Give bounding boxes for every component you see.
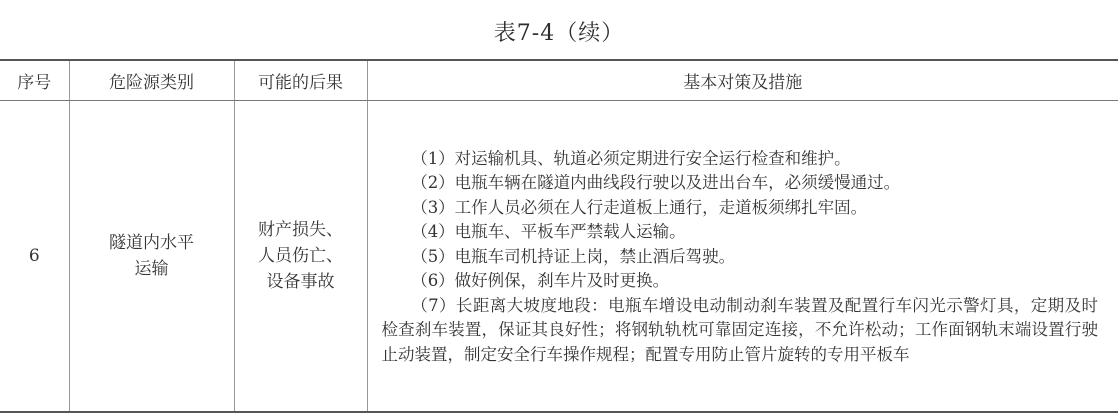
consequence-line: 人员伤亡、 xyxy=(258,245,343,266)
consequence-line: 财产损失、 xyxy=(258,219,343,240)
table-row xyxy=(0,100,1118,412)
category-line: 运输 xyxy=(134,258,169,279)
category-line: 隧道内水平 xyxy=(109,232,194,253)
row-hazard-category xyxy=(69,100,234,412)
row-number: 6 xyxy=(0,100,69,412)
measure-item: （1）对运输机具、轨道必须定期进行安全运行检查和维护。 xyxy=(411,148,851,168)
consequence-line: 设备事故 xyxy=(266,271,335,292)
header-hazard-category: 危险源类别 xyxy=(69,60,234,100)
row-measures xyxy=(367,100,1118,412)
row-consequence xyxy=(234,100,367,412)
measure-item: （7）长距离大坡度地段：电瓶车增设电动制动刹车装置及配置行车闪光示警灯具，定期及时检查刹车装置，保证其良好性；将钢轨轨枕可靠固定连接，不允许松动；工作面钢轨末端设置行驶止动装置，制定安全行车操作规程；配置专用防止管片旋转的专用平板车 xyxy=(381,295,1098,364)
measure-item: （3）工作人员必须在人行走道板上通行，走道板须绑扎牢固。 xyxy=(411,197,868,217)
table-header-row xyxy=(0,60,1118,100)
hazard-table xyxy=(0,59,1118,413)
table-title: 表7-4（续） xyxy=(493,21,625,46)
header-measures: 基本对策及措施 xyxy=(367,60,1118,100)
measure-item: （5）电瓶车司机持证上岗，禁止酒后驾驶。 xyxy=(411,246,736,266)
header-number: 序号 xyxy=(0,60,69,100)
header-consequence: 可能的后果 xyxy=(234,60,367,100)
measure-item: （6）做好例保，刹车片及时更换。 xyxy=(411,271,670,290)
measure-item: （2）电瓶车辆在隧道内曲线段行驶以及进出台车，必须缓慢通过。 xyxy=(411,173,901,192)
measure-item: （4）电瓶车、平板车严禁载人运输。 xyxy=(411,222,686,241)
